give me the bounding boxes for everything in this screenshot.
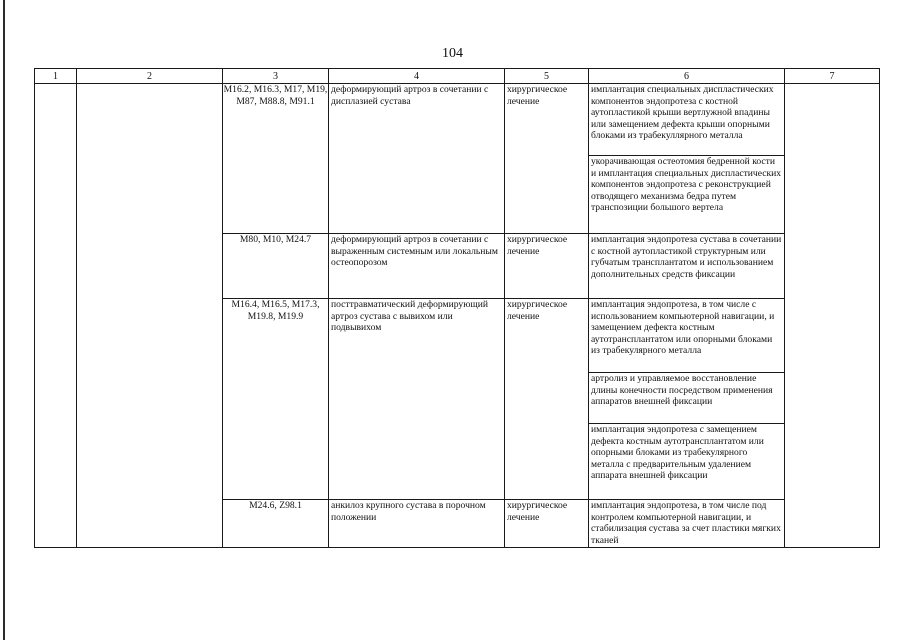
diagnosis-codes: M16.4, M16.5, M17.3, M19.8, M19.9 [223, 299, 329, 500]
table-header-row [35, 69, 880, 84]
treatment-type: хирургическое лечение [505, 500, 589, 548]
diagnosis-description: посттравматический деформирующий артроз сустава с вывихом или подвывихом [329, 299, 505, 500]
column-number-4: 4 [329, 69, 505, 84]
treatment-methods [589, 234, 785, 299]
treatment-methods [589, 500, 785, 548]
diagnosis-codes: M16.2, M16.3, M17, M19, M87, M88.8, M91.1 [223, 84, 329, 234]
treatment-type: хирургическое лечение [505, 84, 589, 234]
diagnosis-description: анкилоз крупного сустава в порочном положении [329, 500, 505, 548]
diagnosis-codes: M24.6, Z98.1 [223, 500, 329, 548]
diagnosis-codes: M80, M10, M24.7 [223, 234, 329, 299]
column-7-cell [785, 84, 880, 548]
column-2-cell [77, 84, 223, 548]
left-margin-rule [3, 0, 5, 640]
column-1-cell [35, 84, 77, 548]
treatment-method: имплантация эндопротеза с замещением дефекта костным аутотрансплантатом или опорными блоками из трабекулярного металла с предварительным удалением аппарата внешней фиксации [589, 423, 784, 482]
treatment-method: имплантация эндопротеза, в том числе под контролем компьютерной навигации, и стабилизация сустава за счет пластики мягких тканей [591, 500, 781, 546]
treatment-method: имплантация эндопротеза, в том числе с использованием компьютерной навигации, и замещением дефекта костным аутотрансплантатом или опорными блоками из трабекулярного металла [591, 299, 775, 357]
column-number-2: 2 [77, 69, 223, 84]
column-number-5: 5 [505, 69, 589, 84]
table-row [35, 84, 880, 234]
diagnosis-description: деформирующий артроз в сочетании с выраженным системным или локальным остеопорозом [329, 234, 505, 299]
column-number-1: 1 [35, 69, 77, 84]
treatment-method: артролиз и управляемое восстановление длины конечности посредством применения аппаратов внешней фиксации [589, 372, 784, 423]
column-number-3: 3 [223, 69, 329, 84]
medical-procedures-table [34, 68, 880, 548]
treatment-methods [589, 299, 785, 500]
treatment-methods [589, 84, 785, 234]
column-number-6: 6 [589, 69, 785, 84]
column-number-7: 7 [785, 69, 880, 84]
treatment-method: имплантация специальных диспластических компонентов эндопротеза с костной аутопластикой крыши вертлужной впадины или замещением дефекта крыши опорными блоками из трабекуллярного металла [591, 84, 774, 142]
treatment-type: хирургическое лечение [505, 234, 589, 299]
treatment-type: хирургическое лечение [505, 299, 589, 500]
diagnosis-description: деформирующий артроз в сочетании с дисплазией сустава [329, 84, 505, 234]
treatment-method: укорачивающая остеотомия бедренной кости и имплантация специальных диспластических компонентов эндопротеза с реконструкцией отводящего механизма бедра путем транспозиции большого вертела [589, 155, 784, 214]
treatment-method: имплантация эндопротеза сустава в сочетании с костной аутопластикой структурным или губчатым трансплантатом и использованием дополнительных средств фиксации [591, 234, 782, 280]
page-number: 104 [442, 46, 463, 61]
